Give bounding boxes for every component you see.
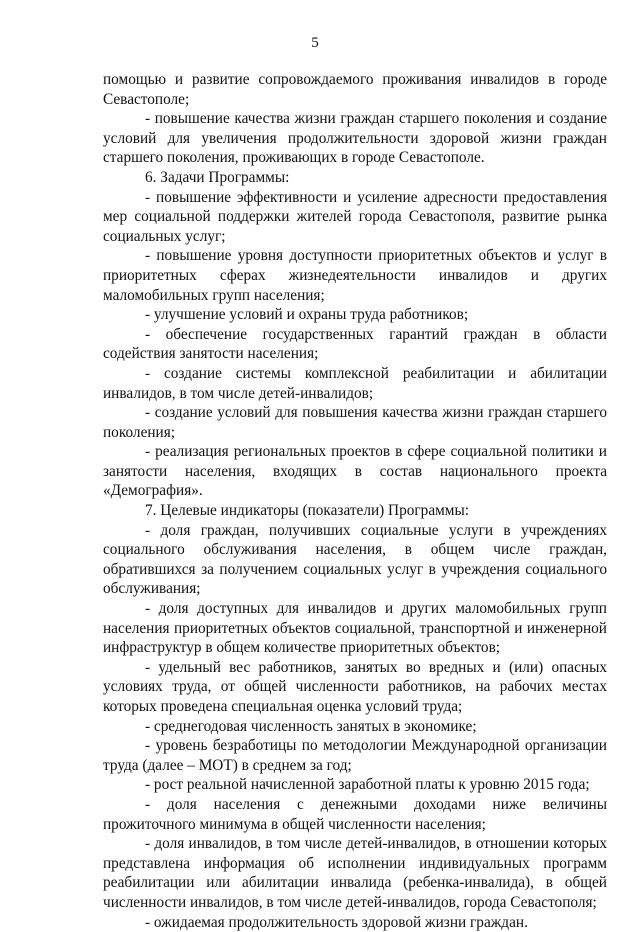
paragraph: - доля населения с денежными доходами ниже величины прожиточного минимума в общей численности населения; [103,795,607,833]
paragraph: - доля инвалидов, в том числе детей-инвалидов, в отношении которых представлена информация об исполнении индивидуальных программ реабилитации или абилитации инвалида (ребенка-инвалида), в общей численности инвалидов, в том числе детей-инвалидов, города Севастополя; [103,835,607,911]
paragraph: - реализация региональных проектов в сфере социальной политики и занятости населения, входящих в состав национального проекта «Демография». [103,443,607,500]
paragraph: - повышение качества жизни граждан старшего поколения и создание условий для увеличения продолжительности здоровой жизни граждан старшего поколения, проживающих в городе Севастополе. [103,110,607,167]
paragraph: помощью и развитие сопровождаемого проживания инвалидов в городе Севастополе; [103,71,607,108]
paragraph: - создание условий для повышения качества жизни граждан старшего поколения; [103,404,607,441]
paragraph: - повышение уровня доступности приоритетных объектов и услуг в приоритетных сферах жизнедеятельности инвалидов и других маломобильных групп населения; [103,247,607,304]
paragraph: - рост реальной начисленной заработной платы к уровню 2015 года; [145,776,590,794]
paragraph: - обеспечение государственных гарантий граждан в области содействия занятости населения; [103,325,607,363]
paragraph: - уровень безработицы по методологии Международной организации труда (далее – МОТ) в среднем за год; [103,737,607,774]
paragraph: - создание системы комплексной реабилитации и абилитации инвалидов, в том числе детей-инвалидов; [103,364,607,402]
page-number: 5 [311,35,319,51]
paragraph: - доля доступных для инвалидов и других маломобильных групп населения приоритетных объектов социальной, транспортной и инженерной инфраструктур в общем количестве приоритетных объектов; [103,600,607,657]
paragraph: - ожидаемая продолжительность здоровой жизни граждан. [145,913,528,931]
paragraph: 6. Задачи Программы: [145,168,290,186]
document-body [103,70,607,932]
paragraph: - улучшение условий и охраны труда работников; [145,306,469,324]
paragraph: - повышение эффективности и усиление адресности предоставления мер социальной поддержки жителей города Севастополя, развитие рынка социальных услуг; [103,188,607,245]
paragraph: - удельный вес работников, занятых во вредных и (или) опасных условиях труда, от общей численности работников, на рабочих местах которых проведена специальная оценка условий труда; [103,658,607,715]
paragraph: - среднегодовая численность занятых в экономике; [145,717,477,735]
paragraph: 7. Целевые индикаторы (показатели) Программы: [145,502,469,520]
paragraph: - доля граждан, получивших социальные услуги в учреждениях социального обслуживания населения, в общем числе граждан, обратившихся за получением социальных услуг в учреждения социального обслуживания; [103,521,607,598]
